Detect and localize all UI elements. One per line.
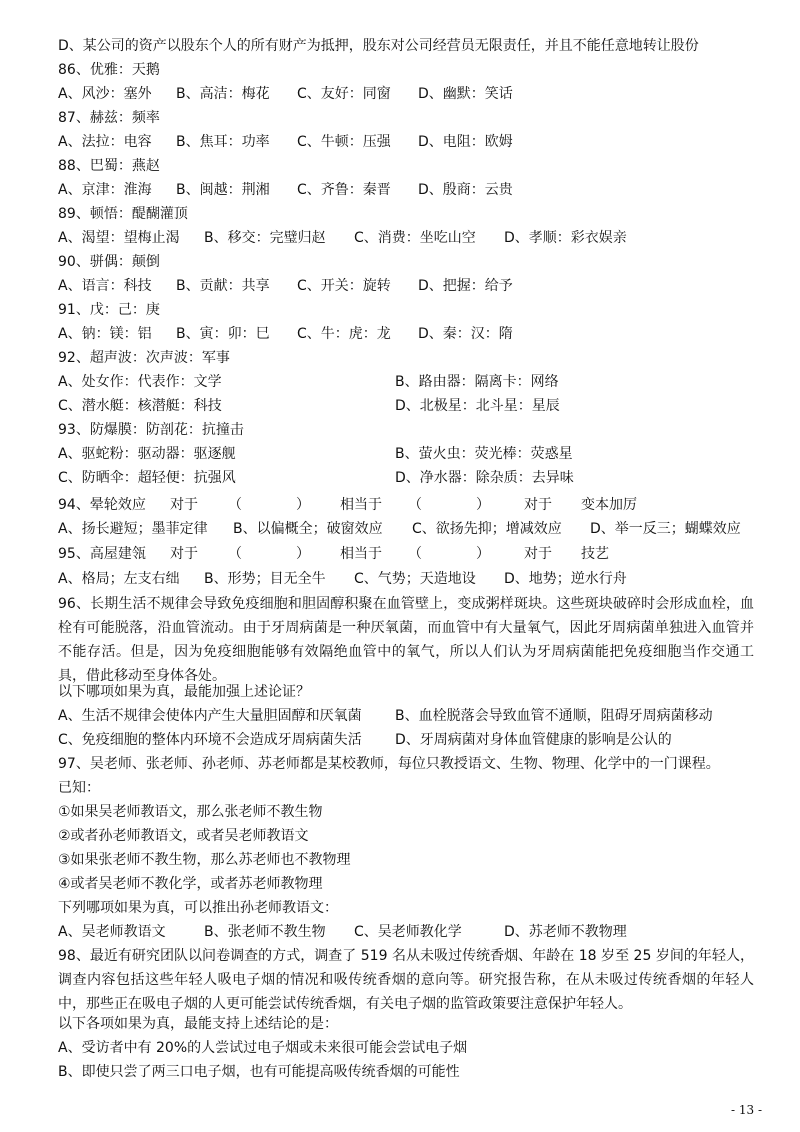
q94-blank-2-close: ） (476, 497, 490, 513)
q97-question: 下列哪项如果为真，可以推出孙老师教语文： (58, 900, 338, 916)
q91-stem: 91、戊：己：庚 (58, 302, 160, 318)
q91-option-d: D、秦：汉：隋 (418, 326, 513, 342)
q96-question: 以下哪项如果为真，最能加强上述论证？ (58, 684, 310, 700)
q94-term: 94、晕轮效应 (58, 497, 146, 513)
q90-option-a: A、语言：科技 (58, 278, 152, 294)
q92-option-d: D、北极星：北斗星：星辰 (395, 398, 560, 414)
q90-option-b: B、贡献：共享 (176, 278, 270, 294)
q95-duiyu-2: 对于 (524, 546, 552, 562)
q95-blank-2-close: ） (476, 546, 490, 562)
q97-condition-3: ③如果张老师不教生物，那么苏老师也不教物理 (58, 852, 351, 868)
q95-term-2: 技艺 (581, 546, 609, 562)
q95-option-c: C、气势；天造地设 (354, 571, 476, 587)
q92-option-c: C、潜水艇：核潜艇：科技 (58, 398, 222, 414)
q96-option-a: A、生活不规律会使体内产生大量胆固醇和厌氧菌 (58, 708, 362, 724)
q90-option-c: C、开关：旋转 (297, 278, 391, 294)
q97-option-c: C、吴老师教化学 (354, 924, 462, 940)
q94-option-a: A、扬长避短；墨菲定律 (58, 521, 208, 537)
q97-condition-2: ②或者孙老师教语文，或者吴老师教语文 (58, 828, 309, 844)
q94-blank-1-open: （ (228, 497, 242, 513)
q91-option-b: B、寅：卯：巳 (176, 326, 270, 342)
q94-duiyu-2: 对于 (524, 497, 552, 513)
intro-line: D、某公司的资产以股东个人的所有财产为抵押，股东对公司经营员无限责任，并且不能任意地转让股份 (58, 38, 699, 54)
q95-option-d: D、地势；逆水行舟 (504, 571, 627, 587)
q89-option-c: C、消费：坐吃山空 (354, 230, 476, 246)
q90-stem: 90、骈偶：颠倒 (58, 254, 160, 270)
q88-option-b: B、闽越：荆湘 (176, 182, 270, 198)
q97-option-b: B、张老师不教生物 (204, 924, 326, 940)
q94-blank-1-close: ） (296, 497, 310, 513)
q97-condition-4: ④或者吴老师不教化学，或者苏老师教物理 (58, 876, 323, 892)
q87-option-b: B、焦耳：功率 (176, 134, 270, 150)
q95-term: 95、高屋建瓴 (58, 546, 146, 562)
q89-stem: 89、顿悟：醍醐灌顶 (58, 206, 188, 222)
q87-option-c: C、牛顿：压强 (297, 134, 391, 150)
q95-duiyu-1: 对于 (170, 546, 198, 562)
q95-blank-1-open: （ (228, 546, 242, 562)
q95-blank-1-close: ） (296, 546, 310, 562)
q96-option-d: D、牙周病菌对身体血管健康的影响是公认的 (395, 732, 672, 748)
q87-option-a: A、法拉：电容 (58, 134, 152, 150)
q92-option-a: A、处女作：代表作：文学 (58, 374, 222, 390)
q88-option-c: C、齐鲁：秦晋 (297, 182, 391, 198)
q96-option-c: C、免疫细胞的整体内环境不会造成牙周病菌失活 (58, 732, 362, 748)
q98-question: 以下各项如果为真，最能支持上述结论的是： (58, 1016, 338, 1032)
q86-stem: 86、优雅：天鹅 (58, 62, 160, 78)
q94-blank-2-open: （ (408, 497, 422, 513)
q96-passage: 96、长期生活不规律会导致免疫细胞和胆固醇积聚在血管壁上，变成粥样斑块。这些斑块破碎时会形成血栓，血栓有可能脱落，沿血管流动。由于牙周病菌是一种厌氧菌，而血管中有大量氧气，因此牙周病菌单独进入血管并不能存活。但是，因为免疫细胞能够有效隔绝血管中的氧气，所以人们认为牙周病菌能把免疫细胞当作交通工具，借此移动至身体各处。 (58, 596, 754, 684)
q92-stem: 92、超声波：次声波：军事 (58, 350, 230, 366)
q91-option-c: C、牛：虎：龙 (297, 326, 391, 342)
q97-option-d: D、苏老师不教物理 (504, 924, 627, 940)
q98-option-a: A、受访者中有 20%的人尝试过电子烟或未来很可能会尝试电子烟 (58, 1040, 468, 1056)
q94-duiyu-1: 对于 (170, 497, 198, 513)
q94-option-d: D、举一反三；蝴蝶效应 (590, 521, 741, 537)
q98-option-b: B、即使只尝了两三口电子烟，也有可能提高吸传统香烟的可能性 (58, 1064, 460, 1080)
q94-term-2: 变本加厉 (581, 497, 637, 513)
q95-option-b: B、形势；目无全牛 (204, 571, 326, 587)
q88-stem: 88、巴蜀：燕赵 (58, 158, 160, 174)
q97-known: 已知： (58, 780, 100, 796)
q94-xiangdangyu: 相当于 (340, 497, 382, 513)
q89-option-d: D、孝顺：彩衣娱亲 (504, 230, 627, 246)
q93-option-c: C、防晒伞：超轻便：抗强风 (58, 470, 236, 486)
page-number: - 13 - (730, 1103, 762, 1117)
q86-option-c: C、友好：同窗 (297, 86, 391, 102)
q97-stem: 97、吴老师、张老师、孙老师、苏老师都是某校教师，每位只教授语文、生物、物理、化学中的一门课程。 (58, 756, 720, 772)
q89-option-a: A、渴望：望梅止渴 (58, 230, 180, 246)
q95-blank-2-open: （ (408, 546, 422, 562)
q93-option-a: A、驱蛇粉：驱动器：驱逐舰 (58, 446, 236, 462)
q97-condition-1: ①如果吴老师教语文，那么张老师不教生物 (58, 804, 323, 820)
q87-stem: 87、赫兹：频率 (58, 110, 160, 126)
q96-option-b: B、血栓脱落会导致血管不通顺，阻碍牙周病菌移动 (395, 708, 713, 724)
q91-option-a: A、钠：镁：铝 (58, 326, 152, 342)
q86-option-d: D、幽默：笑话 (418, 86, 513, 102)
q89-option-b: B、移交：完璧归赵 (204, 230, 326, 246)
q98-passage: 98、最近有研究团队以问卷调查的方式，调查了 519 名从未吸过传统香烟、年龄在 18 岁至 25 岁间的年轻人，调查内容包括这些年轻人吸电子烟的情况和吸传统香烟的意向等。研究报告称，在从未吸过传统香烟的年轻人中，那些正在吸电子烟的人更可能尝试传统香烟，有关电子烟的监管政策要注意保护年轻人。 (58, 948, 754, 1012)
q93-stem: 93、防爆膜：防剖花：抗撞击 (58, 422, 244, 438)
q88-option-d: D、殷商：云贵 (418, 182, 513, 198)
q94-option-c: C、欲扬先抑；增减效应 (412, 521, 562, 537)
q86-option-a: A、风沙：塞外 (58, 86, 152, 102)
q87-option-d: D、电阻：欧姆 (418, 134, 513, 150)
q93-option-d: D、净水器：除杂质：去异味 (395, 470, 574, 486)
q92-option-b: B、路由器：隔离卡：网络 (395, 374, 559, 390)
q95-option-a: A、格局；左支右绌 (58, 571, 180, 587)
q97-option-a: A、吴老师教语文 (58, 924, 166, 940)
q86-option-b: B、高洁：梅花 (176, 86, 270, 102)
q93-option-b: B、萤火虫：荧光棒：荧惑星 (395, 446, 573, 462)
q95-xiangdangyu: 相当于 (340, 546, 382, 562)
q90-option-d: D、把握：给予 (418, 278, 513, 294)
q88-option-a: A、京津：淮海 (58, 182, 152, 198)
q94-option-b: B、以偏概全；破窗效应 (233, 521, 383, 537)
